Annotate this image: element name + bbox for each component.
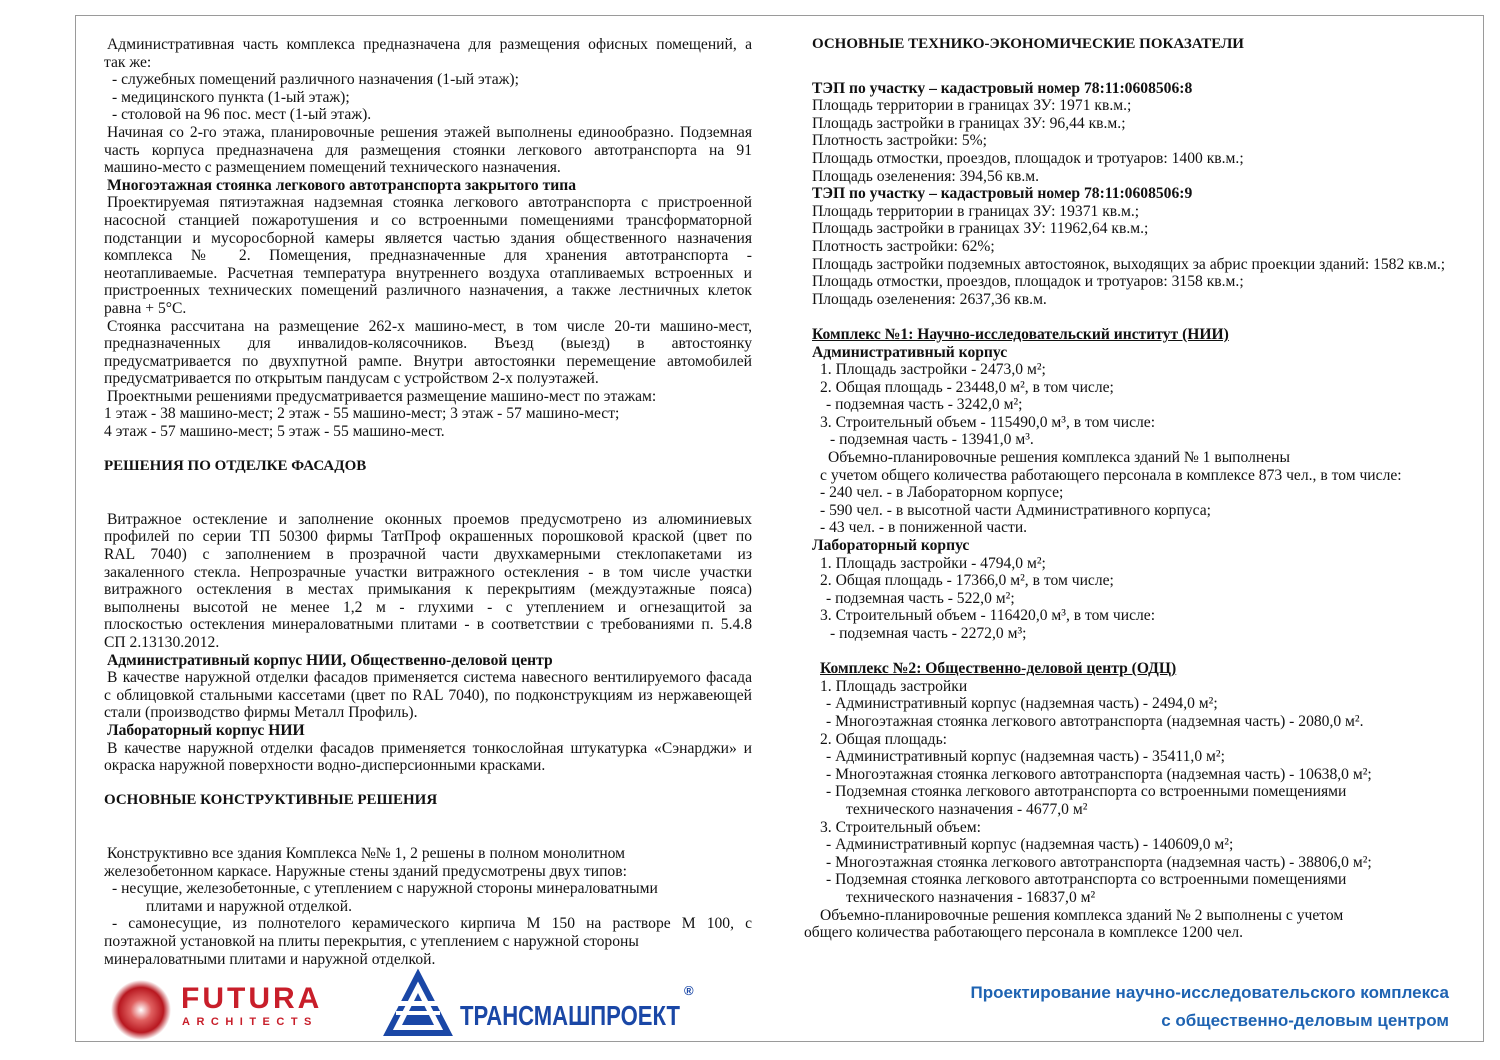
registered-mark: ® [684,983,694,998]
text-line: 2. Общая площадь - 23448,0 м², в том числе; [820,378,1114,396]
section-title: ТЭП по участку – кадастровый номер 78:11:0608506:9 [812,185,1193,203]
text-line: - Административный корпус (надземная часть) - 2494,0 м²; [826,695,1218,713]
text-line: плитами и наружной отделкой. [146,897,353,915]
text-line: комплекса № 2. Помещения, предназначенные для хранения автотранспорта - [104,247,752,265]
text-line: - подземная часть - 522,0 м²; [826,589,1015,607]
text-line: Плотность застройки: 62%; [812,237,995,255]
text-line: поэтажной установкой на плиты перекрытия, с утеплением с наружной стороны [104,932,639,950]
text-line: Начиная со 2-го этажа, планировочные решения этажей выполнены единообразно. Подземная [107,123,752,141]
project-title-line: Проектирование научно-исследовательского комплекса [970,983,1449,1002]
text-line: - столовой на 96 пос. мест (1-ый этаж). [112,106,372,124]
text-line: - 43 чел. - в пониженной части. [820,519,1028,537]
project-title-line: с общественно-деловым центром [1161,1011,1449,1030]
text-line: общего количества работающего персонала в комплексе 1200 чел. [804,924,1244,942]
text-line: с учетом общего количества работающего персонала в комплексе 873 чел., в том числе: [820,466,1402,484]
left-column [104,36,752,968]
text-line: 4 этаж - 57 машино-мест; 5 этаж - 55 машино-мест. [104,423,445,441]
text-line: Объемно-планировочные решения комплекса зданий № 1 выполнены [828,449,1290,467]
text-line: - Многоэтажная стоянка легкового автотранспорта (надземная часть) - 10638,0 м²; [826,765,1372,783]
text-line: Витражное остекление и заполнение оконных проемов предусмотрено из алюминиевых [107,510,752,528]
text-line: стали (производство фирмы Металл Профиль). [104,704,418,722]
section-heading: ОСНОВНЫЕ ТЕХНИКО-ЭКОНОМИЧЕСКИЕ ПОКАЗАТЕЛИ [812,36,1244,52]
text-line: машино-место с размещением помещений технического назначения. [104,159,561,177]
text-line: равна + 5°C. [104,299,187,317]
transmashproekt-name: ТРАНСМАШПРОЕКТ [460,1000,680,1031]
text-line: - подземная часть - 2272,0 м³; [830,625,1027,642]
text-line: железобетонном каркасе. Наружные стены зданий предусмотрены двух типов: [104,862,627,880]
text-line: Площадь территории в границах ЗУ: 19371 кв.м.; [812,202,1140,220]
futura-sub: ARCHITECTS [182,1016,318,1028]
text-line: 2. Общая площадь: [820,730,948,748]
text-line: выполнены высотой не менее 1,2 м - глухими - с утеплением и огнезащитой за [104,598,752,616]
text-line: витражного остекления в местах примыкания к перекрытиям (междуэтажные пояса) [104,581,752,599]
section-title: Многоэтажная стоянка легкового автотранспорта закрытого типа [107,176,577,194]
text-line: предусматривается по открытым пандусам с устройством 2-х полуэтажей. [104,370,599,388]
text-line: Площадь отмостки, проездов, площадок и тротуаров: 1400 кв.м.; [812,149,1244,167]
text-line: - несущие, железобетонные, с утеплением с наружной стороны минераловатными [112,880,658,898]
text-line: технического назначения - 4677,0 м² [846,800,1088,818]
section-title: Административный корпус НИИ, Общественно-деловой центр [107,651,553,669]
text-line: предусматривается по двухпутной рампе. Внутри автостоянки перемещение автомобилей [104,352,752,370]
text-line: Площадь застройки в границах ЗУ: 11962,64 кв.м.; [812,220,1149,238]
footer [76,971,1483,1041]
text-line: минераловатными плитами и наружной отделкой. [104,950,436,968]
text-line: пристроенных технических помещений различного назначения, а также лестничных клеток [104,282,752,300]
text-line: Площадь застройки подземных автостоянок, выходящих за абрис проекции зданий: 1582 кв.м.; [812,255,1446,273]
text-line: СП 2.13130.2012. [104,634,220,651]
text-line: Площадь озеленения: 2637,36 кв.м. [812,290,1047,308]
text-line: насосной станцией пожаротушения и со встроенными помещениями трансформаторной [104,211,752,229]
text-line: 3. Строительный объем - 115490,0 м³, в том числе: [820,413,1156,431]
text-line: Площадь территории в границах ЗУ: 1971 кв.м.; [812,97,1132,115]
text-line: - подземная часть - 13941,0 м³. [830,431,1034,449]
transmashproekt-logo [388,973,708,1039]
text-line: Административная часть комплекса предназначена для размещения офисных помещений, а [107,36,752,53]
text-line: предназначенных для инвалидов-колясочников. Въезд (выезд) в автостоянку [104,335,752,353]
text-line: - Административный корпус (надземная часть) - 35411,0 м²; [826,748,1225,766]
text-line: 1. Площадь застройки - 4794,0 м²; [820,554,1046,572]
text-line: Площадь застройки в границах ЗУ: 96,44 кв.м.; [812,114,1126,132]
section-title: Лабораторный корпус НИИ [107,721,305,739]
text-line: Проектными решениями предусматривается размещение машино-мест по этажам: [107,387,657,405]
section-heading: РЕШЕНИЯ ПО ОТДЕЛКЕ ФАСАДОВ [104,458,367,475]
futura-architects-logo [101,976,351,1036]
text-line: Конструктивно все здания Комплекса №№ 1, 2 решены в полном монолитном [107,844,626,862]
text-line: плоскостью остекления минераловатными плитами - в соответствии с требованиями п. 5.4.8 [104,616,752,634]
text-line: Площадь отмостки, проездов, площадок и тротуаров: 3158 кв.м.; [812,273,1244,291]
text-line: - Многоэтажная стоянка легкового автотранспорта (надземная часть) - 38806,0 м²; [826,853,1372,871]
text-line: - подземная часть - 3242,0 м²; [826,396,1023,414]
text-line: - служебных помещений различного назначения (1-ый этаж); [112,71,519,89]
text-line: - самонесущие, из полнотелого керамического кирпича М 150 на растворе М 100, с [112,915,752,933]
text-line: - 590 чел. - в высотной части Административного корпуса; [820,501,1211,519]
futura-name: FUTURA [181,982,323,1015]
section-heading: ОСНОВНЫЕ КОНСТРУКТИВНЫЕ РЕШЕНИЯ [104,792,438,809]
text-line: 1. Площадь застройки - 2473,0 м²; [820,361,1046,379]
text-line: 1 этаж - 38 машино-мест; 2 этаж - 55 машино-мест; 3 этаж - 57 машино-мест; [104,405,620,423]
text-line: - 240 чел. - в Лабораторном корпусе; [820,484,1064,502]
text-line: В качестве наружной отделки фасадов применяется тонкослойная штукатурка «Сэнарджи» и [107,739,752,757]
text-line: 3. Строительный объем: [820,818,981,836]
text-line: RAL 7040) с заполнением в прозрачной части двухкамерными стеклопакетами из [104,546,752,564]
text-line: - Административный корпус (надземная часть) - 140609,0 м²; [826,836,1234,854]
text-line: неотапливаемые. Расчетная температура внутреннего воздуха отапливаемых встроенных и [104,264,752,282]
text-line: 2. Общая площадь - 17366,0 м², в том числе; [820,572,1114,590]
text-line: Проектируемая пятиэтажная надземная стоянка легкового автотранспорта с пристроенной [107,194,752,212]
text-line: с облицовкой стальными кассетами (цвет по RAL 7040), по подконструкциям из нержавеющей [104,686,752,704]
right-column [804,36,1476,942]
text-line: - медицинского пункта (1-ый этаж); [112,88,350,106]
text-line: Стоянка рассчитана на размещение 262-х машино-мест, в том числе 20-ти машино-мест, [107,317,752,335]
text-line: подстанции и мусоросборной камеры является частью здания общественного назначения [104,229,752,247]
section-title: Комплекс №1: Научно-исследовательский институт (НИИ) [812,325,1229,343]
document-sheet [75,15,1484,1042]
text-line: 1. Площадь застройки [820,677,968,695]
section-title: Комплекс №2: Общественно-деловой центр (ОДЦ) [820,660,1177,678]
text-line: часть корпуса предназначена для размещения стоянки легкового автотранспорта на 91 [104,141,752,159]
text-line: закаленного стекла. Непрозрачные участки витражного остекления - в том числе участки [104,563,752,581]
text-line: 3. Строительный объем - 116420,0 м³, в том числе: [820,607,1156,625]
text-line: - Подземная стоянка легкового автотранспорта со встроенными помещениями [826,871,1347,889]
text-line: В качестве наружной отделки фасадов применяется система навесного вентилируемого фасада [107,669,752,687]
text-line: - Многоэтажная стоянка легкового автотранспорта (надземная часть) - 2080,0 м². [826,712,1364,730]
section-title: ТЭП по участку – кадастровый номер 78:11:0608506:8 [812,79,1193,97]
section-title: Административный корпус [812,343,1008,361]
text-line: так же: [104,53,152,71]
text-line: - Подземная стоянка легкового автотранспорта со встроенными помещениями [826,783,1347,801]
text-line: Плотность застройки: 5%; [812,132,987,150]
section-title: Лабораторный корпус [812,537,970,555]
text-line: технического назначения - 16837,0 м² [846,888,1096,906]
project-title [970,979,1449,1035]
text-line: Площадь озеленения: 394,56 кв.м. [812,167,1040,185]
text-line: профилей по серии ТП 50300 фирмы ТатПроф окрашенных порошковой краской (цвет по [104,528,752,546]
text-line: Объемно-планировочные решения комплекса зданий № 2 выполнены с учетом [820,906,1344,924]
text-line: окраска наружной поверхности водно-дисперсионными красками. [104,757,546,775]
